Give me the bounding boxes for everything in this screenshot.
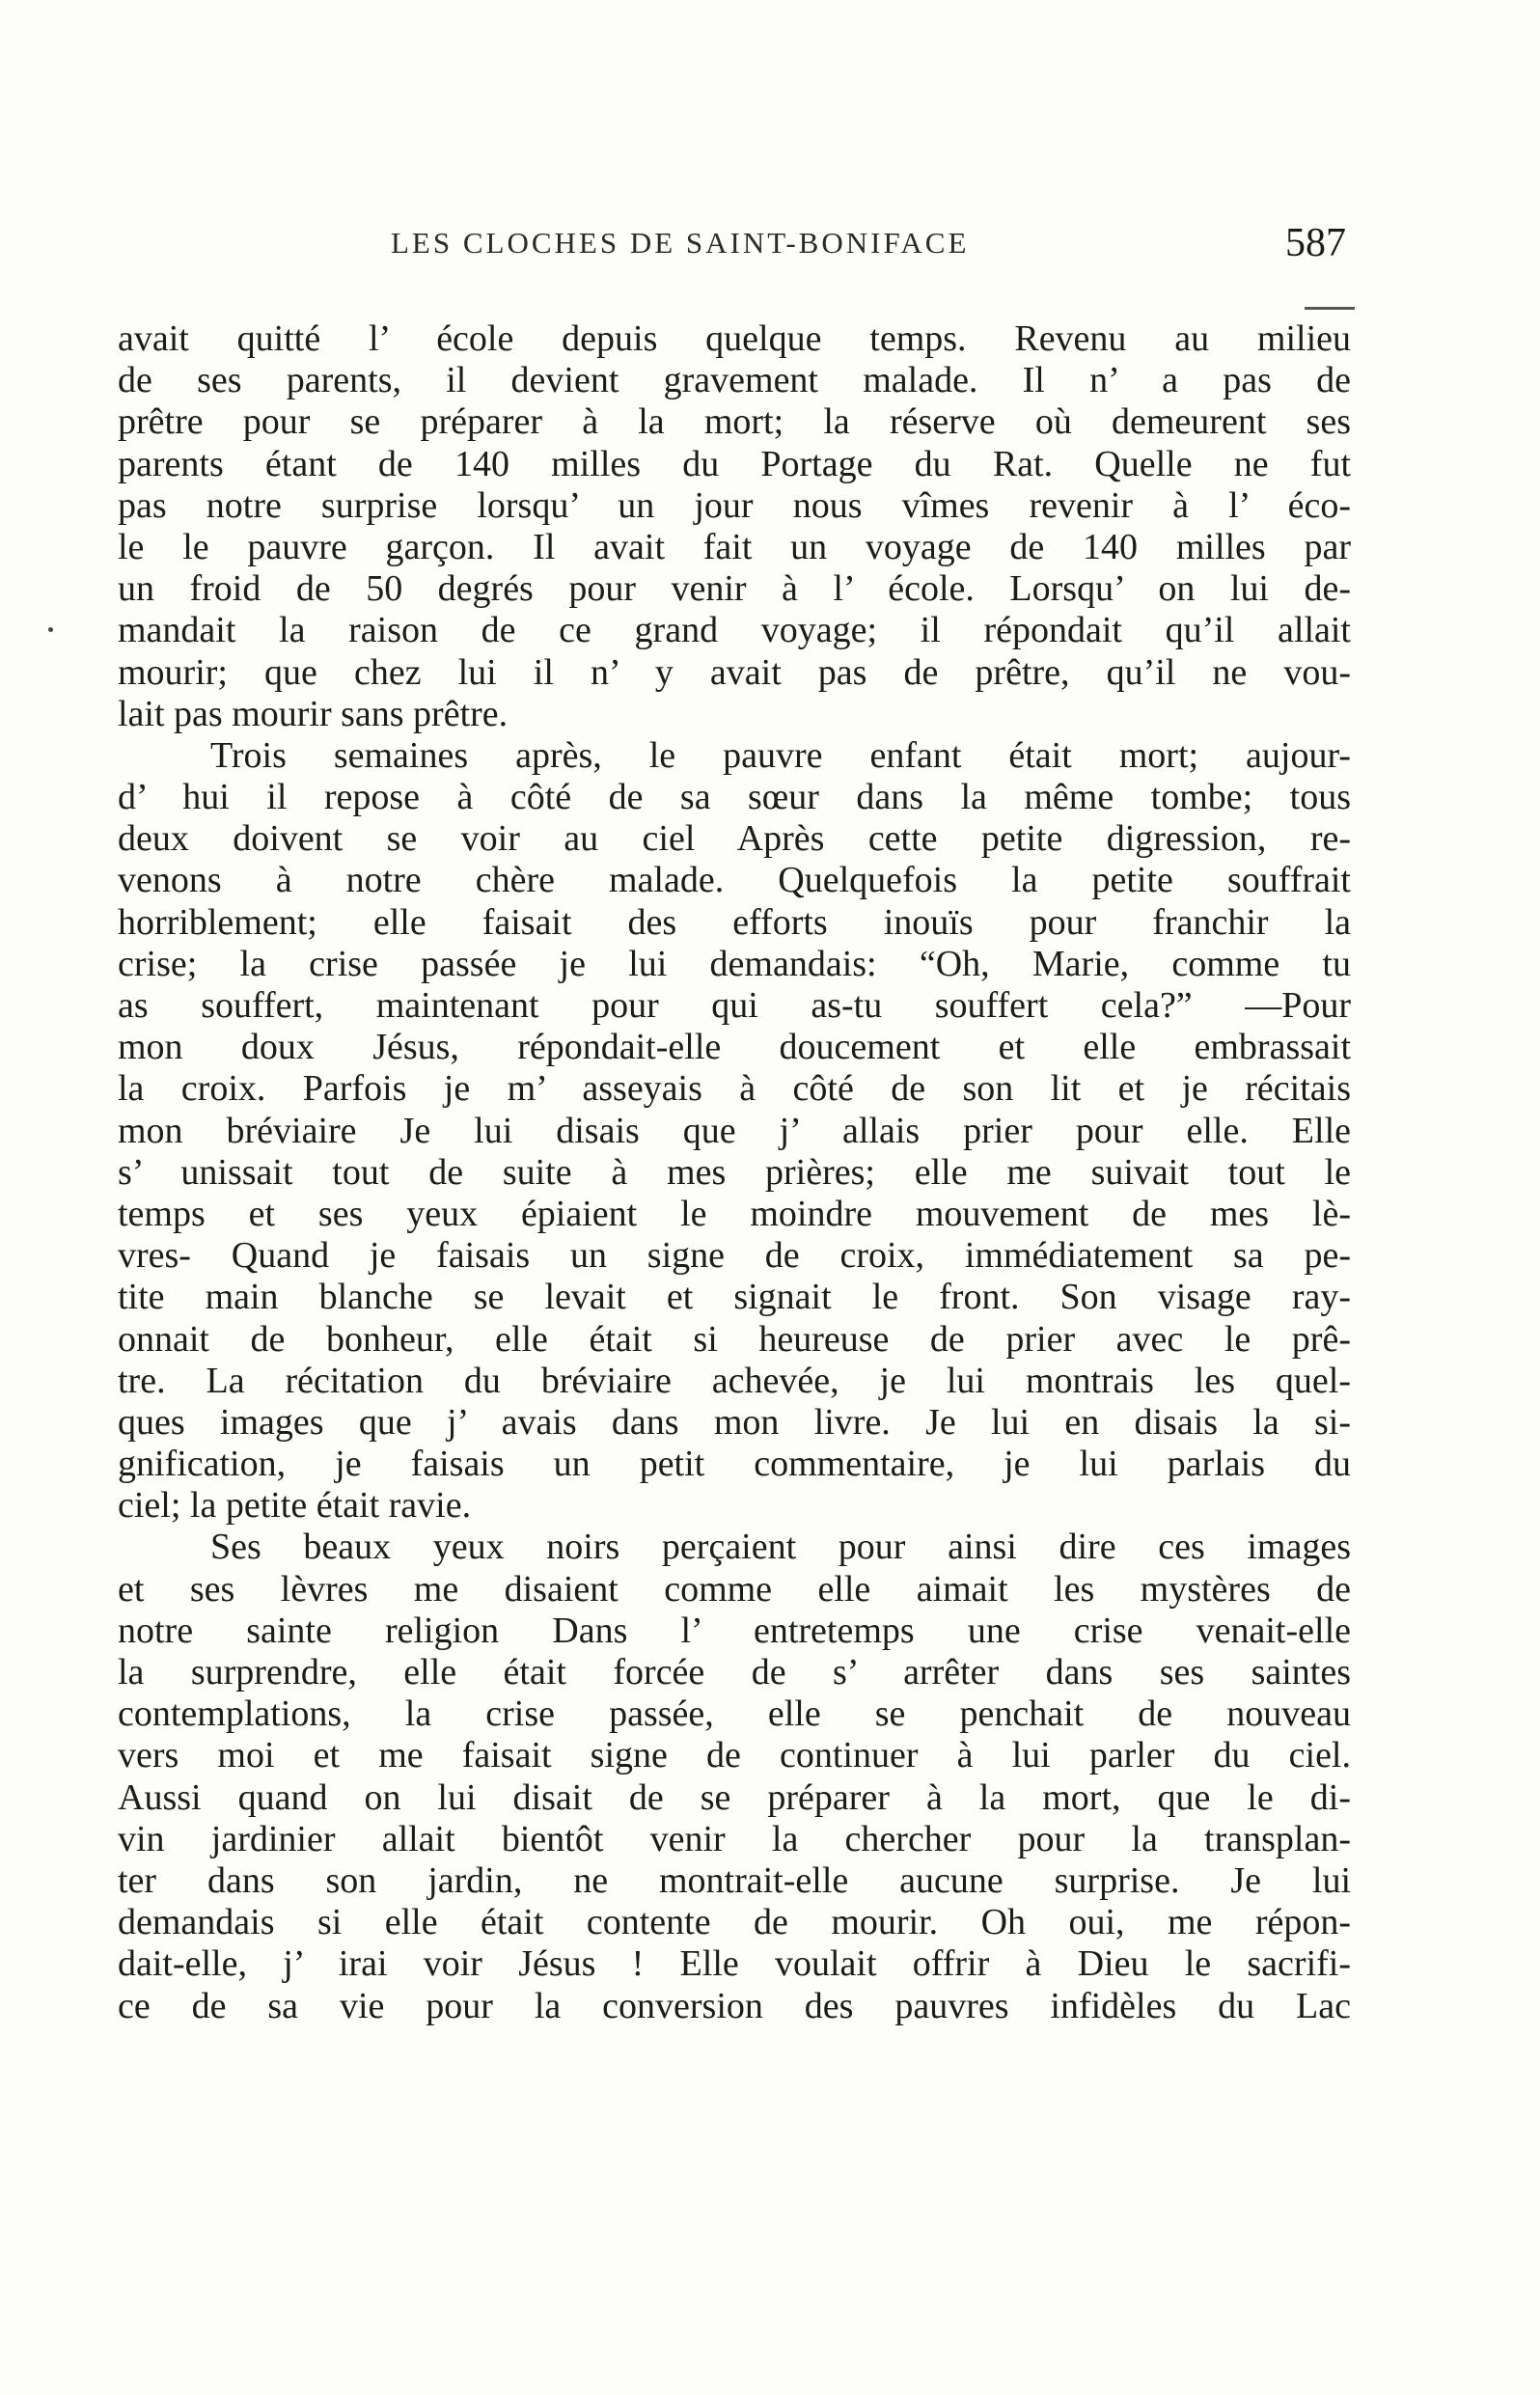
text-line: mandait la raison de ce grand voyage; il répondait qu’il allait bbox=[118, 610, 1351, 651]
text-line: pas notre surprise lorsqu’ un jour nous vîmes revenir à l’ éco- bbox=[118, 484, 1351, 526]
text-line: Aussi quand on lui disait de se préparer à la mort, que le di- bbox=[118, 1776, 1351, 1818]
text-line: tre. La récitation du bréviaire achevée, je lui montrais les quel- bbox=[118, 1360, 1351, 1401]
text-line: notre sainte religion Dans l’ entretemps une crise venait-elle bbox=[118, 1610, 1351, 1651]
text-line: prêtre pour se préparer à la mort; la réserve où demeurent ses bbox=[118, 401, 1351, 443]
text-line: la croix. Parfois je m’ asseyais à côté de son lit et je récitais bbox=[118, 1068, 1351, 1110]
text-line: un froid de 50 degrés pour venir à l’ école. Lorsqu’ on lui de- bbox=[118, 568, 1351, 610]
text-line: demandais si elle était contente de mourir. Oh oui, me répon- bbox=[118, 1902, 1351, 1943]
text-line: de ses parents, il devient gravement malade. Il n’ a pas de bbox=[118, 360, 1351, 401]
text-line: deux doivent se voir au ciel Après cette petite digression, re- bbox=[118, 818, 1351, 860]
text-line: lait pas mourir sans prêtre. bbox=[118, 693, 509, 734]
text-line: mon doux Jésus, répondait-elle doucement et elle embrassait bbox=[118, 1027, 1351, 1068]
text-line: crise; la crise passée je lui demandais: “Oh, Marie, comme tu bbox=[118, 943, 1351, 984]
text-line: parents étant de 140 milles du Portage du Rat. Quelle ne fut bbox=[118, 443, 1351, 484]
running-title: LES CLOCHES DE SAINT-BONIFACE bbox=[391, 226, 970, 260]
text-line: temps et ses yeux épiaient le moindre mouvement de mes lè- bbox=[118, 1193, 1351, 1234]
text-line: d’ hui il repose à côté de sa sœur dans la même tombe; tous bbox=[118, 777, 1351, 818]
page-number: 587 bbox=[1285, 221, 1346, 265]
text-line: contemplations, la crise passée, elle se penchait de nouveau bbox=[118, 1693, 1351, 1735]
text-line: mourir; que chez lui il n’ y avait pas de prêtre, qu’il ne vou- bbox=[118, 651, 1351, 693]
text-line: vers moi et me faisait signe de continuer à lui parler du ciel. bbox=[118, 1735, 1351, 1776]
text-line: ques images que j’ avais dans mon livre. Je lui en disais la si- bbox=[118, 1401, 1351, 1443]
text-line: vin jardinier allait bientôt venir la chercher pour la transplan- bbox=[118, 1818, 1351, 1859]
text-line: ter dans son jardin, ne montrait-elle aucune surprise. Je lui bbox=[118, 1859, 1351, 1901]
body-text bbox=[118, 318, 1351, 2027]
text-line: la surprendre, elle était forcée de s’ arrêter dans ses saintes bbox=[118, 1652, 1351, 1693]
text-line: venons à notre chère malade. Quelquefois la petite souffrait bbox=[118, 860, 1351, 901]
text-line: s’ unissait tout de suite à mes prières; elle me suivait tout le bbox=[118, 1151, 1351, 1193]
text-line: Ses beaux yeux noirs perçaient pour ainsi dire ces images bbox=[210, 1527, 1351, 1568]
text-line: mon bréviaire Je lui disais que j’ allais prier pour elle. Elle bbox=[118, 1110, 1351, 1151]
text-line: tite main blanche se levait et signait le front. Son visage ray- bbox=[118, 1277, 1351, 1318]
text-line: dait-elle, j’ irai voir Jésus ! Elle voulait offrir à Dieu le sacrifi- bbox=[118, 1943, 1351, 1985]
text-line: Trois semaines après, le pauvre enfant était mort; aujour- bbox=[210, 734, 1351, 776]
text-line: horriblement; elle faisait des efforts inouïs pour franchir la bbox=[118, 901, 1351, 943]
header-rule bbox=[1305, 307, 1355, 310]
text-line: avait quitté l’ école depuis quelque temps. Revenu au milieu bbox=[118, 318, 1351, 359]
text-line: et ses lèvres me disaient comme elle aimait les mystères de bbox=[118, 1568, 1351, 1610]
margin-mark bbox=[48, 627, 53, 632]
text-line: vres- Quand je faisais un signe de croix, immédiatement sa pe- bbox=[118, 1235, 1351, 1277]
running-head bbox=[0, 220, 1540, 278]
text-line: gnification, je faisais un petit commentaire, je lui parlais du bbox=[118, 1444, 1351, 1485]
text-line: onnait de bonheur, elle était si heureuse de prier avec le prê- bbox=[118, 1318, 1351, 1360]
text-line: ciel; la petite était ravie. bbox=[118, 1485, 472, 1527]
text-line: as souffert, maintenant pour qui as-tu souffert cela?” —Pour bbox=[118, 985, 1351, 1026]
text-line: ce de sa vie pour la conversion des pauvres infidèles du Lac bbox=[118, 1985, 1351, 2026]
text-line: le le pauvre garçon. Il avait fait un voyage de 140 milles par bbox=[118, 526, 1351, 567]
